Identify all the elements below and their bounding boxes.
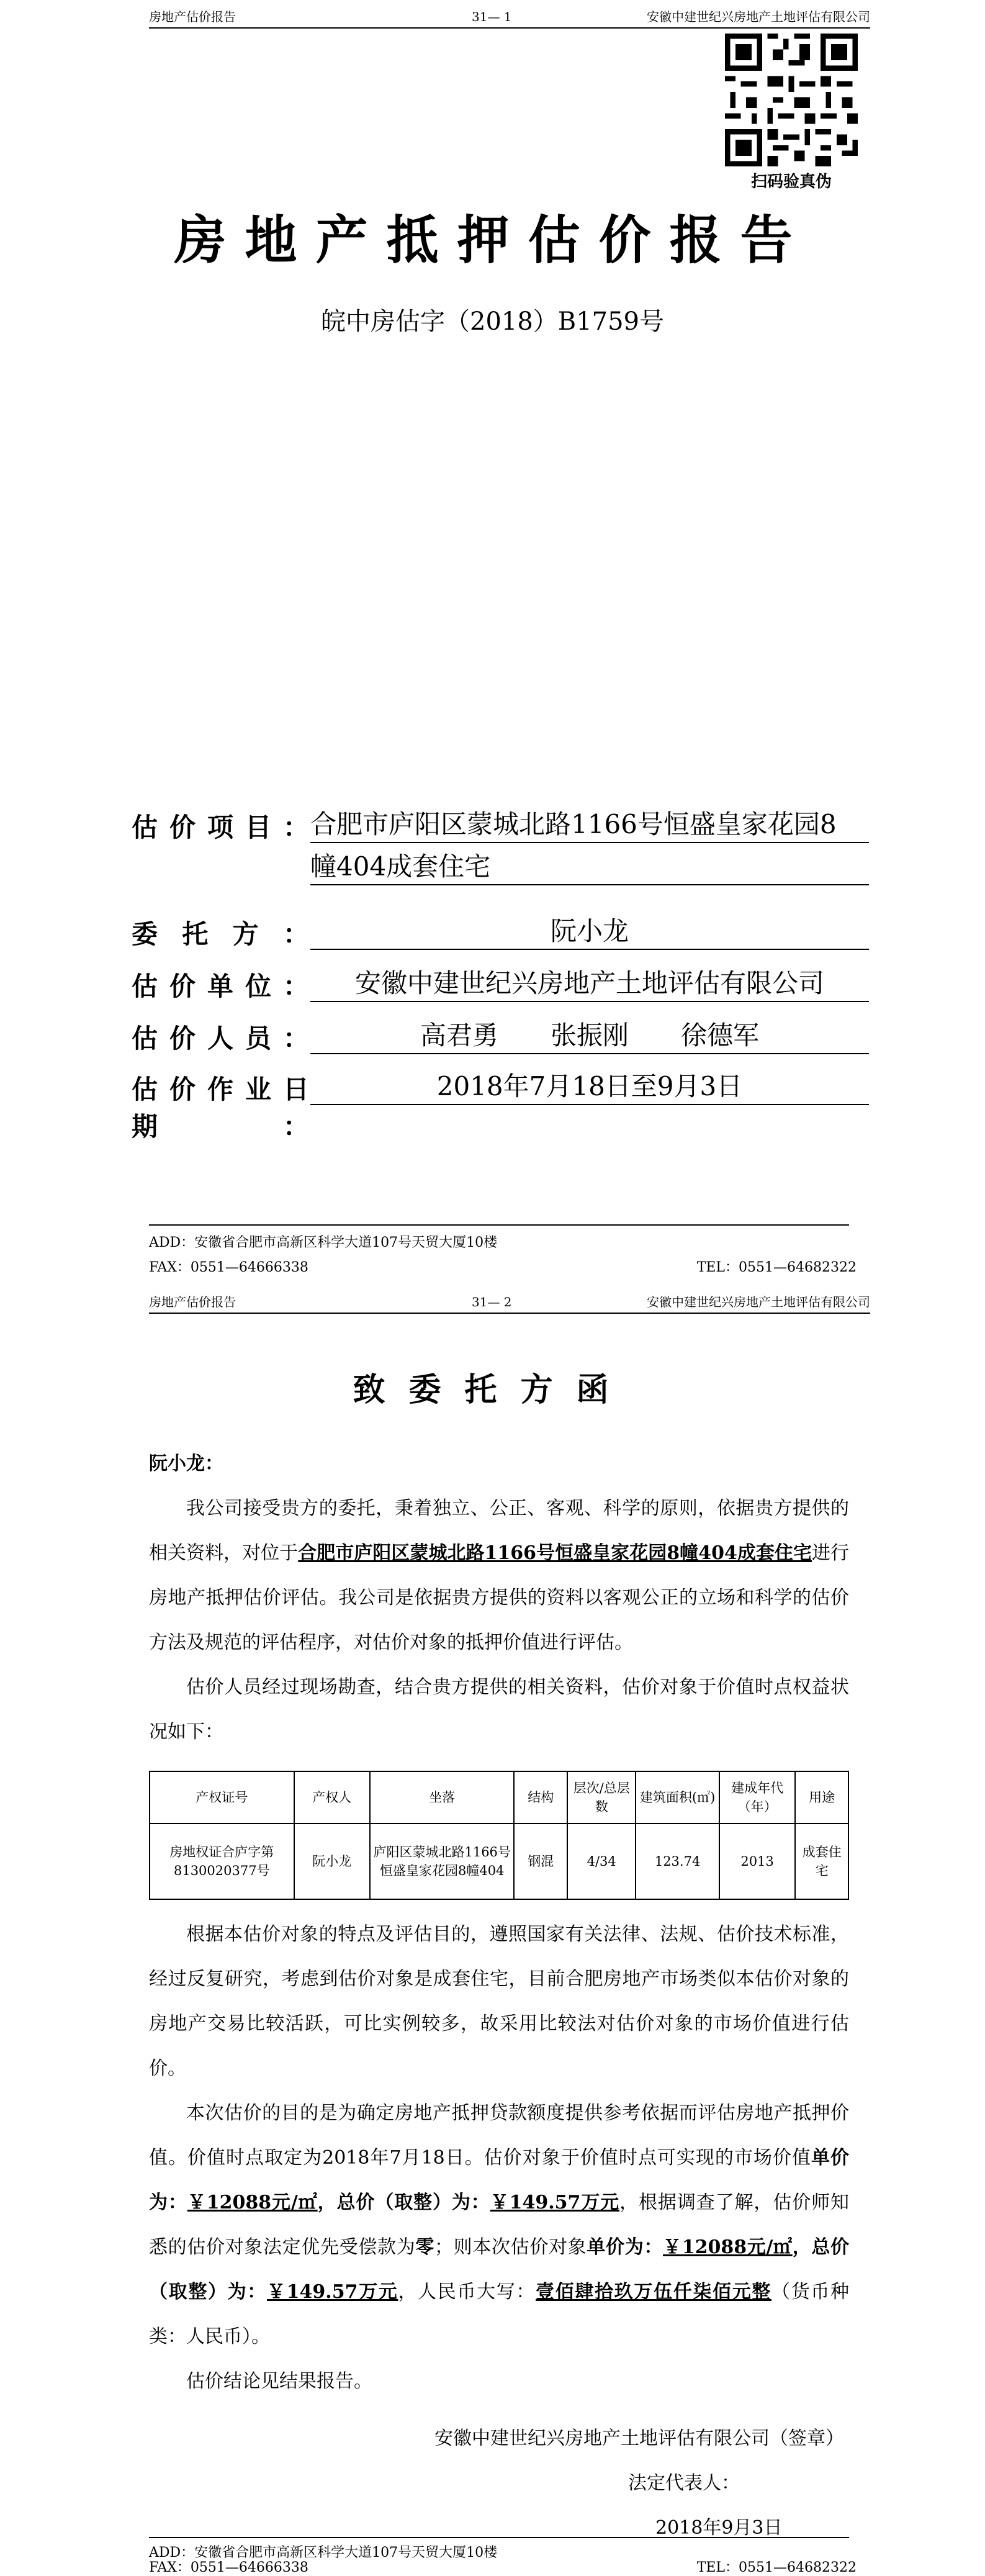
letter-title: 致委托方函	[353, 1371, 632, 1409]
column-header: 坐落	[370, 1771, 515, 1824]
salutation: 阮小龙：	[149, 1453, 223, 1475]
column-header: 建筑面积(㎡)	[636, 1771, 719, 1824]
table-cell: 庐阳区蒙城北路1166号恒盛皇家花园8幢404	[370, 1824, 515, 1899]
page-header	[149, 6, 870, 29]
footer-rule	[149, 1224, 849, 1226]
footer-fax: FAX：0551—64666338	[149, 1260, 308, 1275]
document-number: 皖中房估字（2018）B1759号	[321, 307, 664, 336]
page-number: 31— 1	[472, 9, 512, 24]
org-value: 安徽中建世纪兴房地产土地评估有限公司	[310, 966, 869, 1002]
table-cell: 4/34	[567, 1824, 636, 1899]
column-header: 产权证号	[150, 1771, 294, 1824]
project-line-1: 合肥市庐阳区蒙城北路1166号恒盛皇家花园8	[310, 807, 869, 843]
column-header: 产权人	[294, 1771, 370, 1824]
date-label: 估价作业日期：	[132, 1074, 309, 1142]
paragraph-4: 本次估价的目的是为确定房地产抵押贷款额度提供参考依据而评估房地产抵押价值。价值时点取定为2018年7月18日。估价对象于价值时点可实现的市场价值单价为：￥12088元/㎡，总价（取整）为：￥149.57万元，根据调查了解，估价师知悉的估价对象法定优先受偿款为零；则本次估价对象单价为：￥12088元/㎡，总价（取整）为：￥149.57万元，人民币大写：壹佰肆拾玖万伍仟柒佰元整（货币种类：人民币）。	[149, 2102, 850, 2348]
table-cell: 2013	[719, 1824, 795, 1899]
header-left: 房地产估价报告	[149, 9, 236, 24]
qr-label: 扫码验真伪	[750, 173, 832, 191]
unit-price: ￥12088元/㎡	[187, 2192, 318, 2213]
footer-tel: TEL：0551—64682322	[696, 1260, 857, 1275]
staff-label: 估价人员：	[132, 1023, 309, 1054]
footer-contact	[149, 2557, 857, 2576]
org-label: 估价单位：	[132, 971, 309, 1001]
table-cell: 钢混	[514, 1824, 567, 1899]
column-header: 建成年代（年）	[719, 1771, 795, 1824]
column-header: 层次/总层数	[567, 1771, 636, 1824]
paragraph-3: 根据本估价对象的特点及评估目的，遵照国家有关法律、法规、估价技术标准，经过反复研究，考虑到估价对象是成套住宅，目前合肥房地产市场类似本估价对象的房地产交易比较活跃，可比实例较多，故采用比较法对估价对象的市场价值进行估价。	[149, 1923, 849, 2079]
legal-representative: 法定代表人：	[628, 2472, 740, 2494]
property-address: 合肥市庐阳区蒙城北路1166号恒盛皇家花园8幢404成套住宅	[298, 1542, 812, 1564]
letter-body-bottom	[149, 1912, 849, 2404]
letter-page	[0, 1279, 985, 2573]
page-header	[149, 1291, 870, 1314]
paragraph-5: 估价结论见结果报告。	[186, 2370, 372, 2392]
client-label: 委托方：	[132, 919, 309, 949]
header-right: 安徽中建世纪兴房地产土地评估有限公司	[647, 9, 870, 24]
column-header: 用途	[795, 1771, 848, 1824]
client-value: 阮小龙	[310, 914, 869, 950]
header-left: 房地产估价报告	[149, 1295, 236, 1309]
header-right: 安徽中建世纪兴房地产土地评估有限公司	[647, 1295, 870, 1309]
page-number: 31— 2	[472, 1295, 512, 1309]
paragraph-2: 估价人员经过现场勘查，结合贵方提供的相关资料，估价对象于价值时点权益状况如下：	[149, 1676, 849, 1743]
table-cell: 成套住宅	[795, 1824, 848, 1899]
footer-address: ADD：安徽省合肥市高新区科学大道107号天贸大厦10楼	[149, 1235, 498, 1250]
footer-contact	[149, 1257, 857, 1276]
table-row	[150, 1824, 848, 1899]
table-cell: 房地权证合庐字第8130020377号	[150, 1824, 294, 1899]
footer-fax: FAX：0551—64666338	[149, 2560, 308, 2575]
amount-in-words: 壹佰肆拾玖万伍仟柒佰元整	[536, 2281, 772, 2303]
total-price: ￥149.57万元	[490, 2192, 620, 2213]
staff-value: 高君勇 张振刚 徐德军	[310, 1018, 869, 1054]
table-cell: 123.74	[636, 1824, 719, 1899]
priority-claim: 零	[415, 2236, 435, 2258]
signature-org: 安徽中建世纪兴房地产土地评估有限公司（签章）	[434, 2428, 844, 2449]
cover-page	[0, 0, 985, 1279]
footer-tel: TEL：0551—64682322	[696, 2560, 857, 2575]
column-header: 结构	[514, 1771, 567, 1824]
table-cell: 阮小龙	[294, 1824, 370, 1899]
qr-code-icon	[725, 34, 858, 166]
project-label: 估价项目：	[132, 812, 309, 843]
footer-rule	[149, 2537, 849, 2538]
date-value: 2018年7月18日至9月3日	[310, 1069, 869, 1105]
project-line-2: 幢404成套住宅	[310, 849, 869, 885]
property-table	[149, 1771, 849, 1900]
table-header-row	[150, 1771, 848, 1824]
paragraph-1: 我公司接受贵方的委托，秉着独立、公正、客观、科学的原则，依据贵方提供的相关资料，对位于合肥市庐阳区蒙城北路1166号恒盛皇家花园8幢404成套住宅进行房地产抵押估价评估。我公司是依据贵方提供的资料以客观公正的立场和科学的估价方法及规范的评估程序，对估价对象的抵押价值进行评估。	[149, 1498, 850, 1653]
mortgage-total-price: ￥149.57万元	[266, 2281, 398, 2303]
footer-address: ADD：安徽省合肥市高新区科学大道107号天贸大厦10楼	[149, 2545, 498, 2560]
mortgage-unit-price: ￥12088元/㎡	[663, 2236, 793, 2258]
signature-date: 2018年9月3日	[655, 2517, 783, 2539]
letter-body-top	[149, 1442, 849, 1755]
report-title: 房地产抵押估价报告	[174, 209, 811, 271]
